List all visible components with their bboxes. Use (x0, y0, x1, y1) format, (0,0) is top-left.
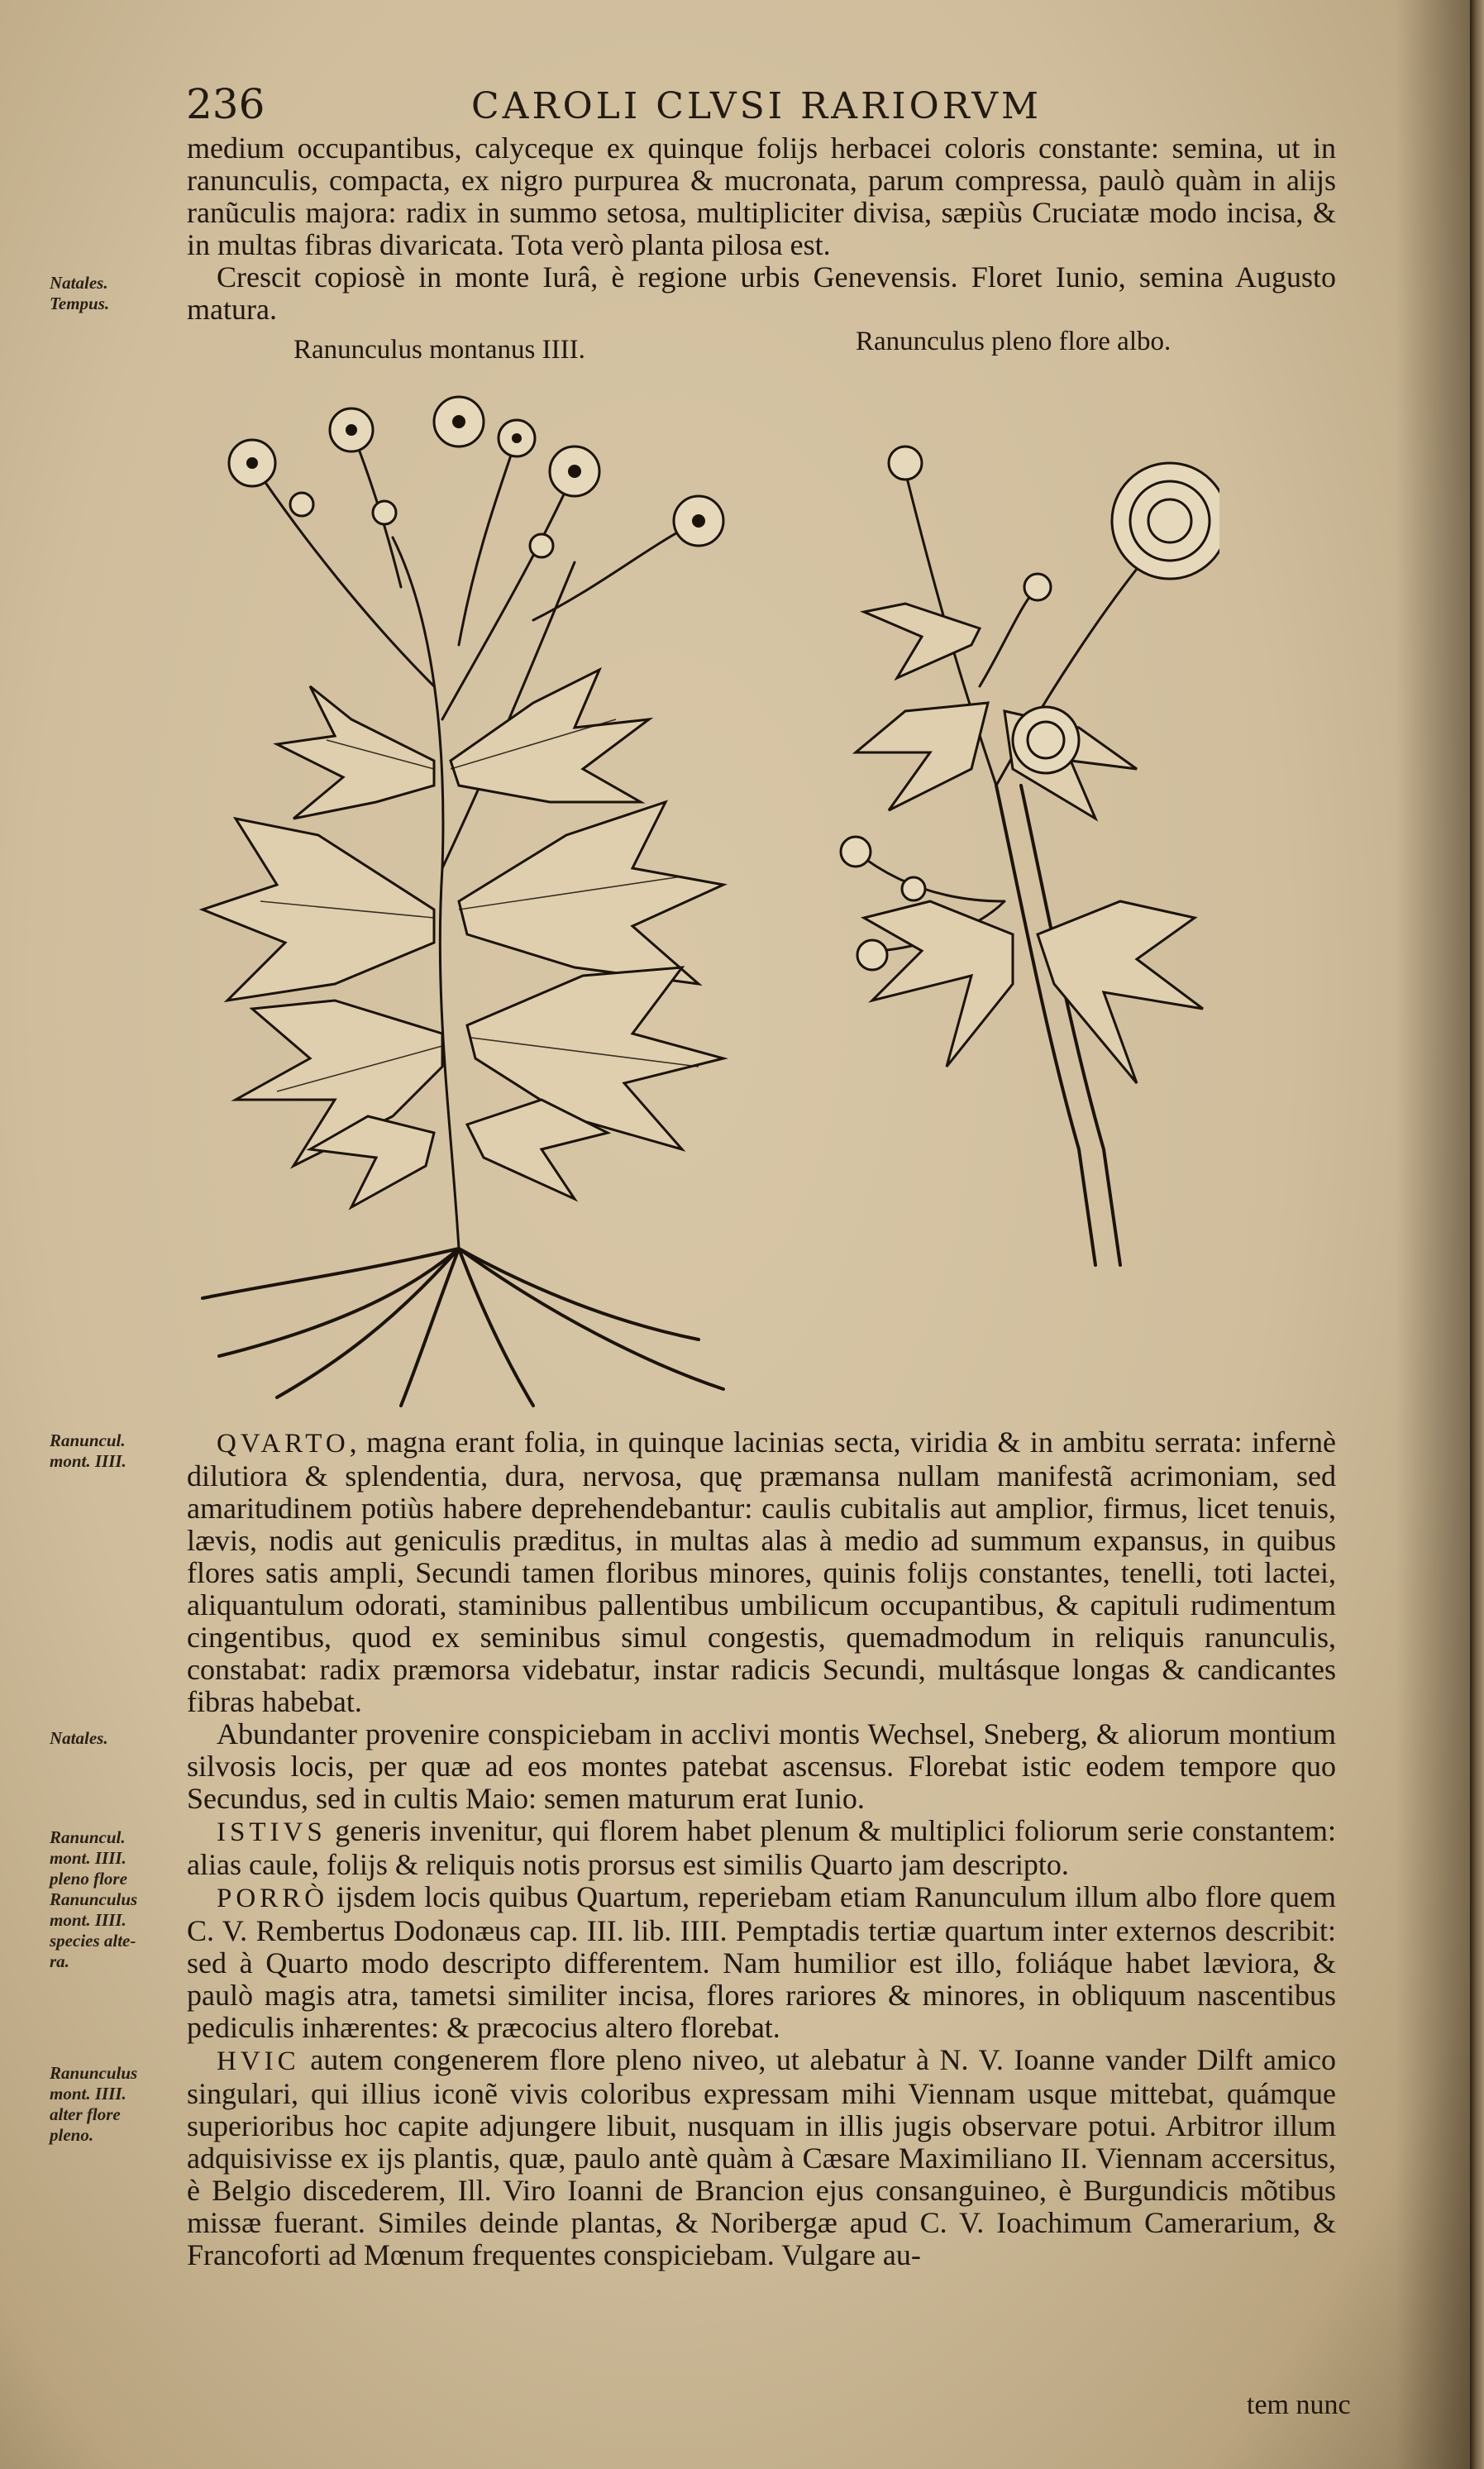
paragraph-istius: ISTIVS generis invenitur, qui florem habet plenum & multiplici foliorum serie constantem: alias caule, folijs & reliquis notis prorsus est similis Quarto jam descripto. (187, 1814, 1336, 1881)
margin-note-flore-pleno: Ranunculus mont. IIII. alter flore pleno. (50, 2063, 138, 2145)
top-paragraph-1: medium occupantibus, calyceque ex quinque folijs herbacei coloris constante: semina, ut in ranunculis, compacta, ex nigro purpurea & mucronata, parum compressa, paulò quàm in alijs ranũculis majora: radix in summo setosa, multipliciter divisa, sæpiùs Cruciatæ modo incisa, & in multas fibras divaricata. Tota verò planta pilosa est. (187, 131, 1336, 261)
next-page-edge (1470, 0, 1484, 2469)
margin-note-natales: Natales. (50, 1728, 108, 1748)
page-number: 236 (186, 80, 265, 128)
running-title: CAROLI CLVSI RARIORVM (471, 85, 1043, 127)
top-text-block (187, 132, 1336, 326)
catchword: tem nunc (1247, 2390, 1351, 2420)
woodcut-ranunculus-montanus (186, 372, 781, 1414)
running-head (186, 79, 1343, 136)
woodcut-ranunculus-pleno-flore-albo (806, 438, 1219, 1273)
paragraph-abundanter: Abundanter provenire conspiciebam in acclivi montis Wechsel, Sneberg, & aliorum montium silvosis locis, per quæ ad eos montes patebat ascensus. Florebat istic eodem tempore quo Secundus, sed in cultis Maio: semen maturum erat Iunio. (187, 1717, 1336, 1815)
figure-caption-left: Ranunculus montanus IIII. (293, 335, 585, 365)
figure-caption-right: Ranunculus pleno flore albo. (856, 327, 1171, 356)
top-paragraph-2: Crescit copiosè in monte Iurâ, è regione urbis Genevensis. Floret Iunio, semina Augusto matura. (187, 260, 1336, 326)
margin-note-species-altera: Ranuncul. mont. IIII. pleno flore Ranunculus mont. IIII. species alte- ra. (50, 1827, 138, 1971)
margin-note-ranuncul-mont: Ranuncul. mont. IIII. (50, 1430, 126, 1471)
paragraph-huic: HVIC autem congenerem flore pleno niveo, ut alebatur à N. V. Ioanne vander Dilft amico singulari, qui illius iconẽ vivis coloribus expressam mihi Viennam usque mittebat, quámque superioribus hoc capite adjungere libuit, nusquam in illis jugis observare potui. Arbitror illum adquisivisse ex ijs plantis, quæ, paulo antè quàm à Cæsare Maximiliano II. Viennam accersitus, è Belgio discederem, Ill. Viro Ioanni de Brancion ejus consanguineo, è Burgundicis mõtibus missæ fuerant. Similes deinde plantas, & Noribergæ apud C. V. Ioachimum Camerarium, & Francoforti ad Mœnum frequentes conspiciebam. Vulgare au- (187, 2043, 1336, 2271)
margin-note-natales-tempus: Natales. Tempus. (50, 273, 110, 313)
paragraph-quarto: QVARTO, magna erant folia, in quinque lacinias secta, viridia & in ambitu serrata: infernè dilutiora & splendentia, dura, nervosa, quę præmansa nullam manifestã acrimoniam, sed amaritudinem potiùs habere deprehendebantur: caulis cubitalis aut amplior, firmus, licet tenuis, lævis, nodis aut geniculis præditus, in multas alas à medio ad summum expansus, in quibus flores satis ampli, Secundi tamen floribus minores, quinis folijs constantes, tenelli, toti lactei, aliquantulum odorati, staminibus pallentibus umbilicum occupantibus, & capituli rudimentum cingentibus, quod ex seminibus simul congestis, quemadmodum in reliquis ranunculis, constabat: radix præmorsa videbatur, instar radicis Secundi, multásque longas & candicantes fibras habebat. (187, 1426, 1336, 1718)
main-text-block (187, 1426, 1336, 2271)
paragraph-porro: PORRÒ ijsdem locis quibus Quartum, reperiebam etiam Ranunculum illum albo flore quem C. V. Rembertus Dodonæus cap. III. lib. IIII. Pemptadis tertiæ quartum inter externos describit: sed à Quarto modo descripto differentem. Nam humilior est illo, foliáque habet læviora, & paulò magis atra, tametsi similiter incisa, flores rariores & minores, in obliquum nascentibus pediculis inhærentes: & præcocius altero florebat. (187, 1880, 1336, 2044)
